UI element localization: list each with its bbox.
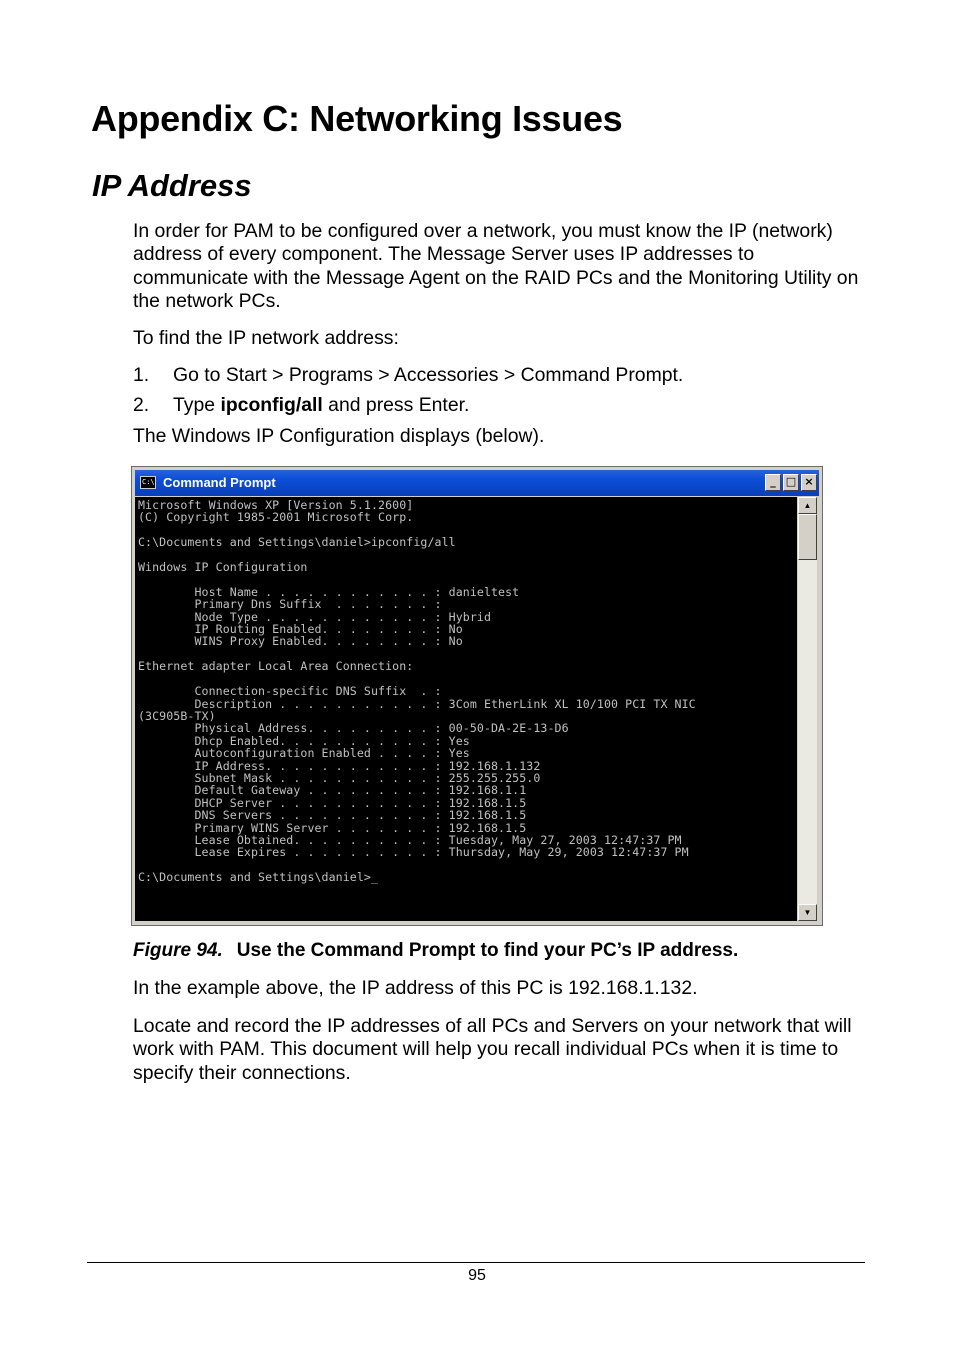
window-titlebar[interactable]	[135, 470, 819, 496]
console-line: Microsoft Windows XP [Version 5.1.2600]	[138, 498, 414, 512]
intro-paragraph: In order for PAM to be configured over a network, you must know the IP (network) address of every component. The Message Server uses IP addresses to communicate with the Message Agent on the RAID PCs and the Monitoring Utility on the network PCs.	[133, 220, 859, 313]
example-paragraph: In the example above, the IP address of this PC is 192.168.1.132.	[133, 977, 698, 999]
displays-paragraph: The Windows IP Configuration displays (below).	[133, 425, 545, 447]
console-line: Connection-specific DNS Suffix . :	[138, 684, 442, 699]
console-line: Ethernet adapter Local Area Connection:	[138, 659, 414, 674]
console-line: Node Type . . . . . . . . . . . . : Hybrid	[138, 609, 492, 624]
console-line: Lease Expires . . . . . . . . . . : Thursday, May 29, 2003 12:47:37 PM	[138, 845, 689, 860]
scroll-thumb[interactable]	[798, 514, 817, 560]
console-line: Primary WINS Server . . . . . . . : 192.168.1.5	[138, 820, 527, 835]
command-name: ipconfig/all	[220, 394, 323, 416]
console-line: (C) Copyright 1985-2001 Microsoft Corp.	[138, 510, 414, 525]
console-line: WINS Proxy Enabled. . . . . . . . : No	[138, 634, 463, 649]
console-line: Autoconfiguration Enabled . . . . : Yes	[138, 746, 470, 761]
console-line: IP Address. . . . . . . . . . . . : 192.168.1.132	[138, 758, 541, 773]
scroll-up-icon[interactable]: ▲	[798, 497, 817, 514]
minimize-button[interactable]: _	[765, 474, 781, 491]
step-number: 1.	[133, 364, 150, 386]
console-line: Dhcp Enabled. . . . . . . . . . . : Yes	[138, 733, 470, 748]
console-line: Primary Dns Suffix . . . . . . . :	[138, 597, 442, 612]
maximize-button[interactable]: □	[783, 474, 799, 491]
step-number: 2.	[133, 394, 150, 416]
console-line: Description . . . . . . . . . . . : 3Com EtherLink XL 10/100 PCI TX NIC	[138, 696, 696, 711]
console-line: (3C905B-TX)	[138, 708, 216, 723]
locate-paragraph: Locate and record the IP addresses of all PCs and Servers on your network that will work with PAM. This document will help you recall individual PCs when it is time to specify their connections.	[133, 1015, 852, 1084]
find-intro: To find the IP network address:	[133, 327, 399, 349]
console-output[interactable]	[135, 497, 797, 921]
console-line: Host Name . . . . . . . . . . . . : danieltest	[138, 584, 520, 599]
step-text: Go to Start > Programs > Accessories > Command Prompt.	[173, 364, 684, 386]
step-text-suffix: and press Enter.	[322, 394, 470, 416]
figure-caption	[133, 940, 738, 962]
console-icon: C:\	[140, 476, 156, 489]
console-line: C:\Documents and Settings\daniel>_	[138, 870, 379, 885]
close-button[interactable]: ×	[801, 474, 817, 491]
console-line: C:\Documents and Settings\daniel>ipconfig/all	[138, 535, 456, 550]
console-line: Subnet Mask . . . . . . . . . . . : 255.255.255.0	[138, 770, 541, 785]
window-title: Command Prompt	[163, 475, 276, 490]
console-line: Physical Address. . . . . . . . . : 00-50-DA-2E-13-D6	[138, 721, 569, 736]
console-text	[138, 499, 696, 884]
scroll-down-icon[interactable]: ▼	[798, 904, 817, 921]
figure-label: Figure 94.	[133, 940, 223, 961]
step-text-prefix: Type	[173, 394, 221, 416]
console-line: IP Routing Enabled. . . . . . . . : No	[138, 622, 463, 637]
console-line: DHCP Server . . . . . . . . . . . : 192.168.1.5	[138, 795, 527, 810]
section-heading: IP Address	[92, 168, 252, 203]
page-heading: Appendix C: Networking Issues	[91, 98, 623, 139]
footer-divider	[87, 1262, 865, 1263]
vertical-scrollbar[interactable]	[798, 497, 817, 921]
command-prompt-window	[131, 466, 823, 926]
console-line: Default Gateway . . . . . . . . . : 192.168.1.1	[138, 783, 527, 798]
console-line: Lease Obtained. . . . . . . . . . : Tuesday, May 27, 2003 12:47:37 PM	[138, 832, 682, 847]
console-line: Windows IP Configuration	[138, 560, 308, 575]
console-line: DNS Servers . . . . . . . . . . . : 192.168.1.5	[138, 808, 527, 823]
page-number: 95	[468, 1267, 486, 1284]
step-text	[173, 394, 469, 417]
figure-text: Use the Command Prompt to find your PC’s IP address.	[236, 940, 739, 961]
